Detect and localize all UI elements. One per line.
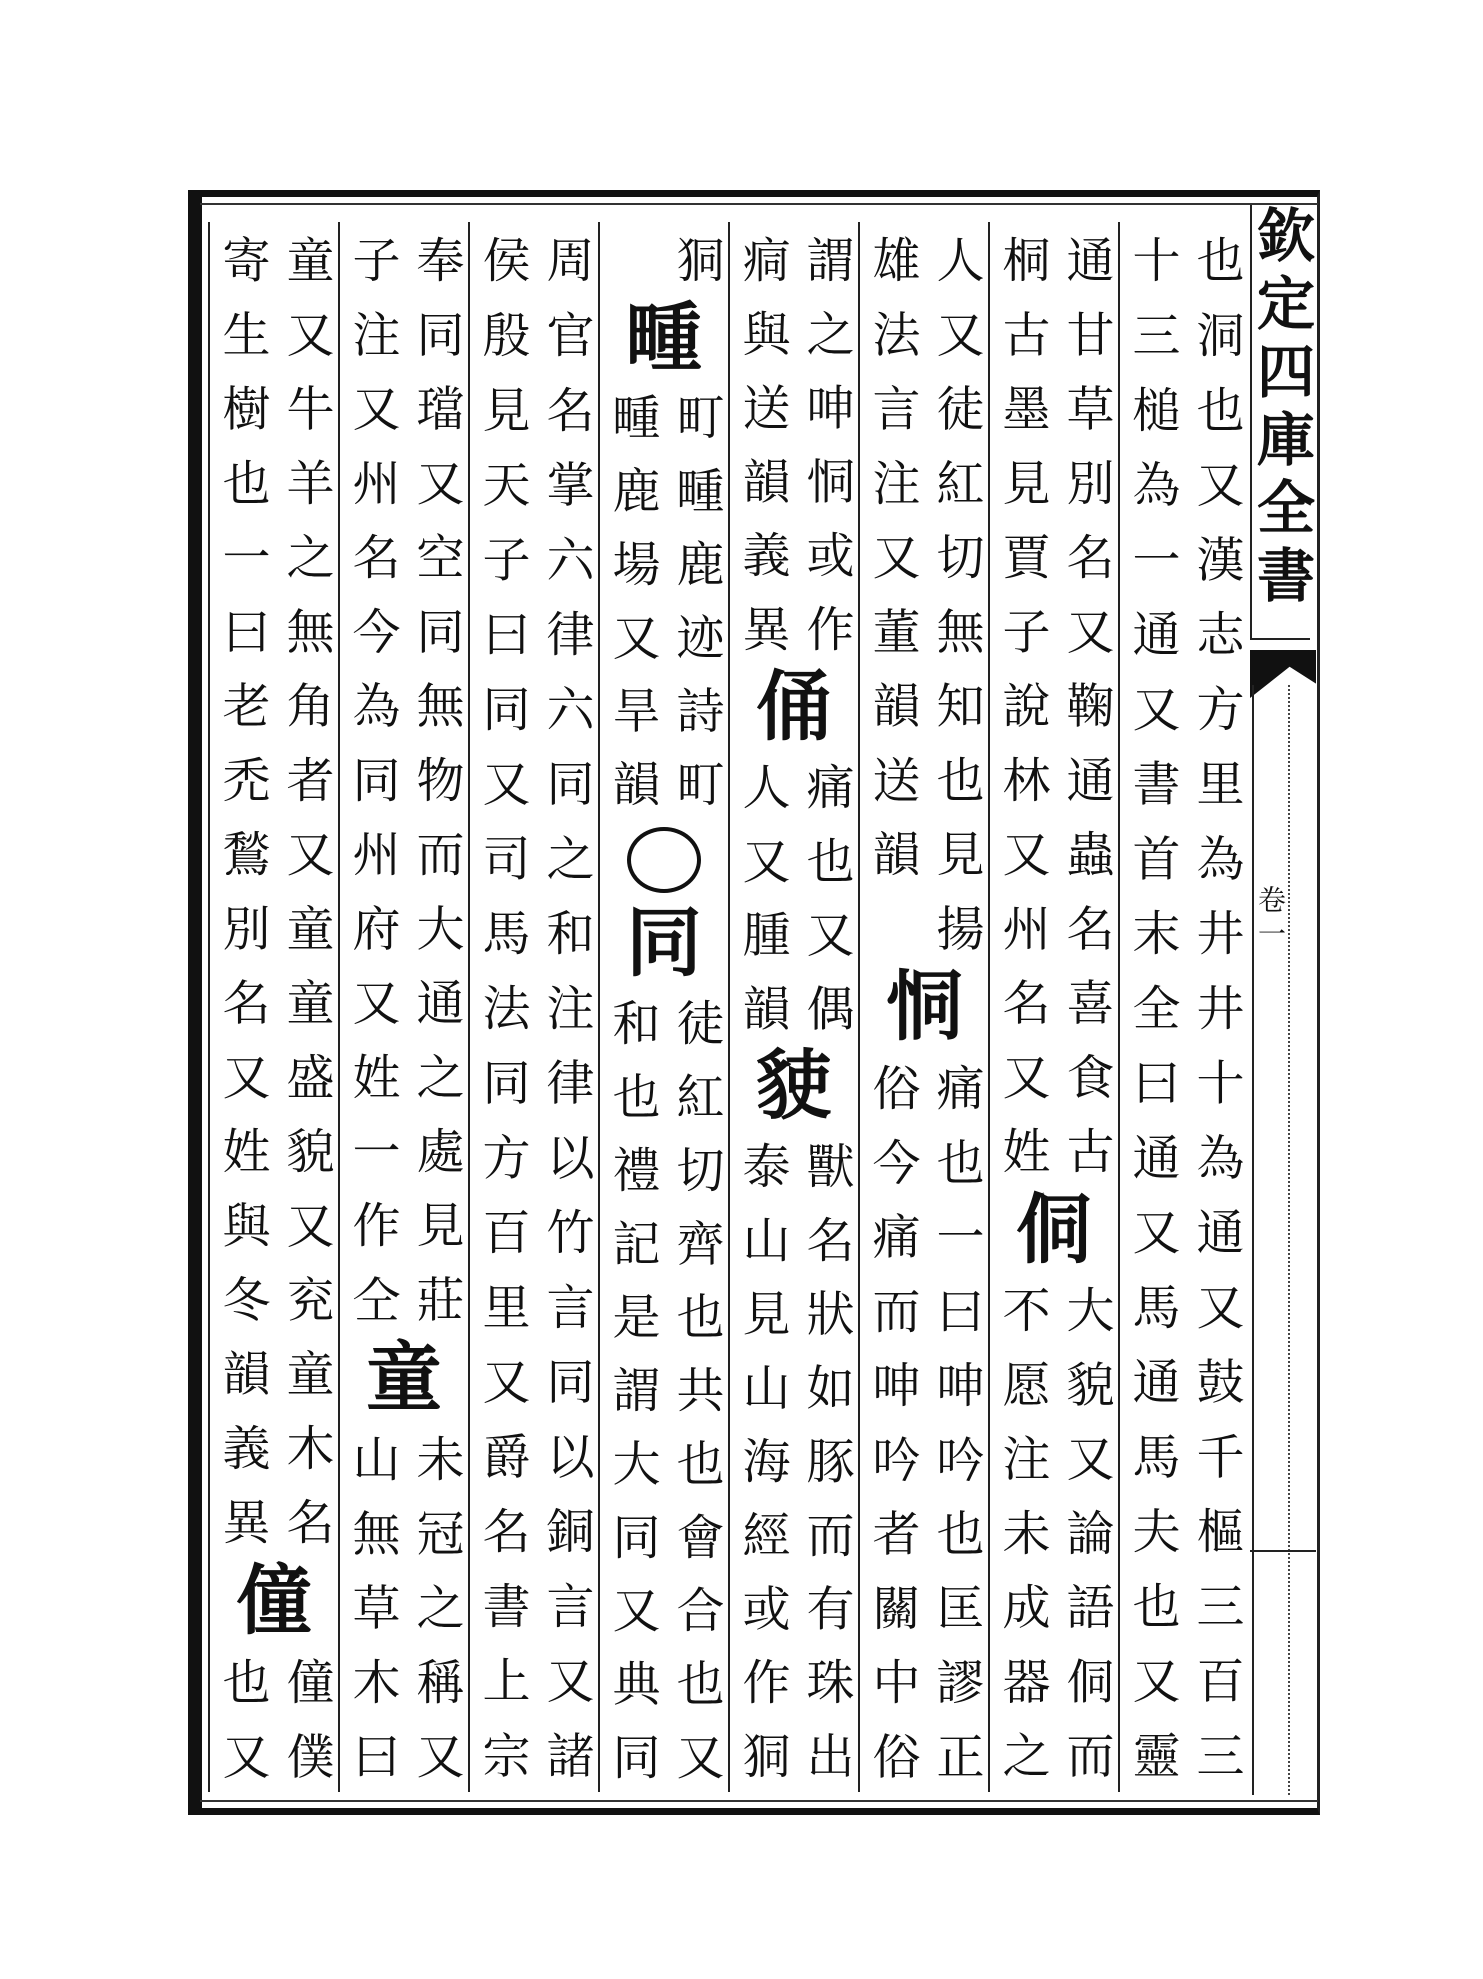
headword-char: 𧳅 bbox=[756, 1041, 832, 1131]
annotation-right: 痛也又偶 bbox=[798, 761, 854, 1057]
annotation-left: 子注又州名今為同州府又姓一作仝 bbox=[344, 235, 400, 1349]
text-line bbox=[598, 222, 728, 1805]
annotation-right: 痛也一曰呻吟也匡謬正 bbox=[928, 1062, 984, 1806]
annotation-right: 奉同璫又空同無物而大通之處見莊 bbox=[408, 235, 464, 1349]
annotation-pair bbox=[860, 222, 988, 978]
headword-char: 僮 bbox=[236, 1555, 312, 1645]
text-line bbox=[338, 222, 468, 1806]
text-line bbox=[988, 222, 1118, 1806]
headword-char: 童 bbox=[366, 1333, 442, 1423]
annotation-pair bbox=[990, 1272, 1118, 1806]
annotation-left: 人又腫韻 bbox=[734, 761, 790, 1057]
margin-rule bbox=[1252, 685, 1254, 1795]
margin-horizontal-rule bbox=[1250, 1550, 1316, 1552]
annotation-right: 通甘草別名又鞠通蟲名喜食古 bbox=[1058, 235, 1114, 1201]
fishtail-mark bbox=[1250, 650, 1316, 698]
annotation-pair bbox=[730, 222, 858, 678]
annotation-left: 畽鹿場又旱韻 bbox=[604, 392, 660, 833]
annotation-pair bbox=[600, 222, 728, 309]
annotation-pair bbox=[860, 1050, 988, 1806]
text-line bbox=[1118, 222, 1248, 1806]
center-margin bbox=[1247, 205, 1318, 1800]
annotation-left: 寄生樹也一曰老禿鶖別名又姓與冬韻義異 bbox=[214, 235, 270, 1572]
circle-icon bbox=[627, 827, 701, 893]
annotation-pair bbox=[340, 222, 468, 1349]
annotation-right: 謂之呻恫或作 bbox=[798, 234, 854, 678]
annotation-left: 雄法言注又董韻送韻 bbox=[864, 235, 920, 904]
annotation-pair bbox=[470, 222, 598, 1806]
annotation-right: 童又牛羊之無角者又童童盛貌又兖童木名 bbox=[278, 235, 334, 1572]
annotation-pair bbox=[210, 1644, 338, 1806]
annotation-right: 也洞也又漢志方里為井井十為通又鼓千樞三百三 bbox=[1188, 235, 1244, 1806]
margin-rule-dotted bbox=[1288, 685, 1292, 1795]
headword-char: 畽 bbox=[626, 292, 702, 382]
annotation-right: 狪 bbox=[668, 234, 724, 309]
book-title-box bbox=[1247, 205, 1315, 640]
text-line bbox=[208, 222, 338, 1806]
annotation-left: 十三槌為一通又書首末全曰通又馬通馬夫也又靈 bbox=[1124, 235, 1180, 1806]
annotation-left bbox=[600, 222, 664, 295]
text-line bbox=[728, 222, 858, 1805]
annotation-left: 和也禮記是謂大同又典同 bbox=[604, 997, 660, 1805]
annotation-left: 痌與送韻義異 bbox=[734, 234, 790, 678]
inner-top-rule bbox=[200, 203, 1318, 205]
headword-char: 恫 bbox=[886, 961, 962, 1051]
annotation-pair bbox=[730, 749, 858, 1057]
text-line bbox=[858, 222, 988, 1806]
annotation-right: 人又徒紅切無知也見揚 bbox=[928, 235, 984, 978]
annotation-right: 町畽鹿迹詩町 bbox=[668, 392, 724, 833]
headword-char: 侗 bbox=[1016, 1184, 1092, 1274]
annotation-left: 也又 bbox=[214, 1656, 270, 1806]
annotation-left: 不愿注未成器之 bbox=[994, 1285, 1050, 1806]
annotation-left: 泰山見山海經或作狪 bbox=[734, 1141, 790, 1805]
annotation-pair bbox=[340, 1421, 468, 1806]
volume-label: 卷一 bbox=[1254, 885, 1287, 953]
annotation-right: 大貌又論語侗而 bbox=[1058, 1285, 1114, 1806]
headword-char: 同 bbox=[626, 897, 702, 987]
annotation-pair bbox=[210, 222, 338, 1572]
annotation-left: 侯殷見天子曰同又司馬法同方百里又爵名書上宗 bbox=[474, 235, 530, 1806]
annotation-right: 徒紅切齊也共也會合也又 bbox=[668, 997, 724, 1805]
annotation-left: 俗今痛而呻吟者關中俗 bbox=[864, 1062, 920, 1806]
annotation-pair bbox=[600, 985, 728, 1805]
circle-mark bbox=[600, 820, 728, 901]
annotation-right: 未冠之稱又 bbox=[408, 1433, 464, 1806]
annotation-right: 周官名掌六律六同之和注律以竹言同以銅言又諸 bbox=[538, 235, 594, 1806]
annotation-pair bbox=[600, 380, 728, 833]
book-title: 欽定四庫全書 bbox=[1247, 205, 1315, 613]
annotation-pair bbox=[730, 1129, 858, 1805]
annotation-pair bbox=[1120, 222, 1248, 1806]
annotation-right: 獸名狀如豚而有珠出 bbox=[798, 1141, 854, 1805]
annotation-left: 桐古墨見賈子說林又州名又姓 bbox=[994, 235, 1050, 1201]
headword-char: 俑 bbox=[756, 661, 832, 751]
annotation-pair bbox=[990, 222, 1118, 1201]
annotation-left: 山無草木曰 bbox=[344, 1433, 400, 1806]
text-line bbox=[468, 222, 598, 1806]
annotation-right: 僮僕 bbox=[278, 1656, 334, 1806]
